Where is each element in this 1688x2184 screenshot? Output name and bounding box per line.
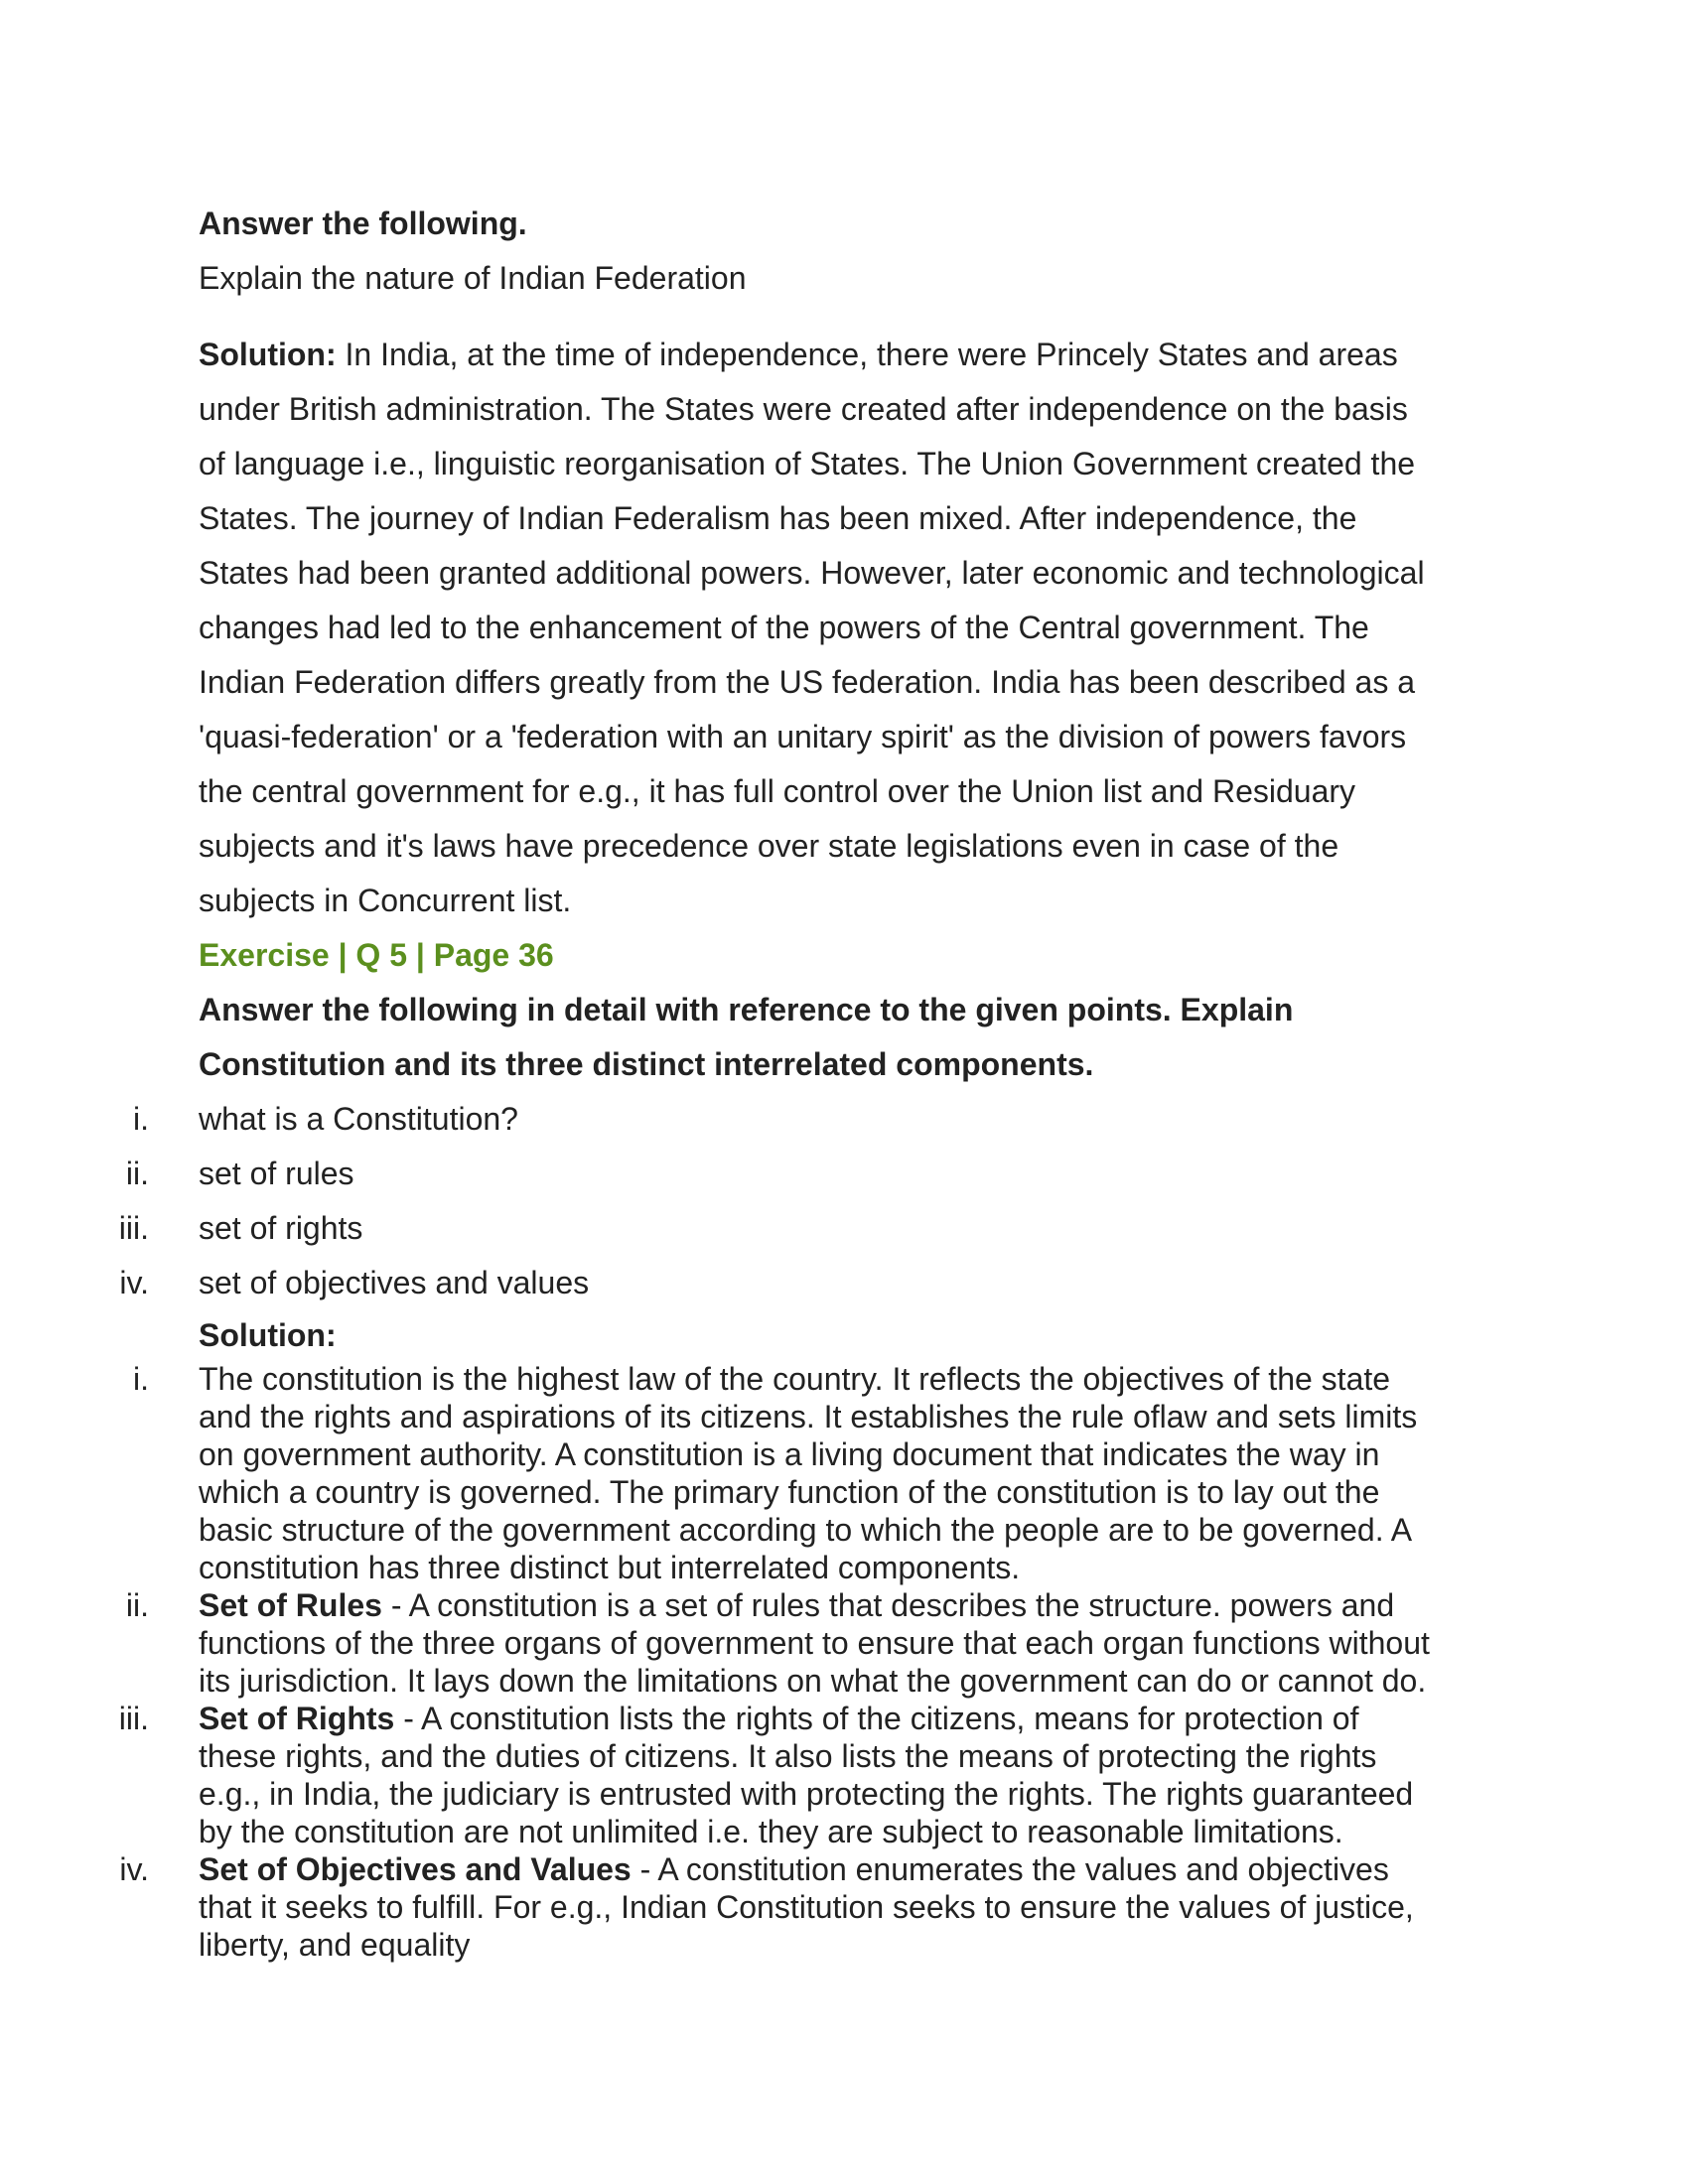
list-item: iv. set of objectives and values [119, 1265, 590, 1300]
answer-item: iii. Set of Rights - A constitution lists the rights of the citizens, means for protection of these rights, and the duties of citizens. It also lists the means of protecting the rights e.g., in India, the judiciary is entrusted with protecting the rights. The rights guaranteed by the constitution are not unlimited i.e. they are subject to reasonable limitations. [118, 1701, 1414, 1849]
solution-label: Solution: [199, 337, 337, 372]
solution-paragraph: Solution: In India, at the time of independence, there were Princely States and areas under British administration. The States were created after independence on the basis of language i.e., linguistic reorganisation of States. The Union Government created the States. The journey of Indian Federalism has been mixed. After independence, the States had been granted additional powers. However, later economic and technological changes had led to the enhancement of the powers of the Central government. The Indian Federation differs greatly from the US federation. India has been described as a 'quasi-federation' or a 'federation with an unitary spirit' as the division of powers favors the central government for e.g., it has full control over the Union list and Residuary subjects and it's laws have precedence over state legislations even in case of the subjects in Concurrent list. [199, 337, 1425, 918]
answer-item: iv. Set of Objectives and Values - A constitution enumerates the values and objectives that it seeks to fulfill. For e.g., Indian Constitution seeks to ensure the values of justice, liberty, and equality [119, 1851, 1414, 1963]
answer-title: Set of Objectives and Values [199, 1851, 632, 1887]
section-heading: Answer the following. [199, 205, 527, 241]
page-content [118, 197, 1489, 1964]
question-line: Constitution and its three distinct interrelated components. [199, 1046, 1094, 1082]
question-line: Answer the following in detail with reference to the given points. Explain [199, 992, 1294, 1027]
answer-item: ii. Set of Rules - A constitution is a set of rules that describes the structure. powers and functions of the three organs of government to ensure that each organ functions without its jurisdiction. It lays down the limitations on what the government can do or cannot do. [125, 1587, 1430, 1699]
list-item: iii. set of rights [118, 1210, 363, 1246]
exercise-reference: Exercise | Q 5 | Page 36 [199, 937, 554, 973]
question-text: Explain the nature of Indian Federation [199, 260, 747, 296]
answer-item: i. The constitution is the highest law of the country. It reflects the objectives of the state and the rights and aspirations of its citizens. It establishes the rule oflaw and sets limits on government authority. A constitution is a living document that indicates the way in which a country is governed. The primary function of the constitution is to lay out the basic structure of the government according to which the people are to be governed. A constitution has three distinct but interrelated components. [133, 1361, 1418, 1585]
answer-title: Set of Rights [199, 1701, 395, 1736]
list-item: i. what is a Constitution? [133, 1101, 518, 1137]
list-item: ii. set of rules [125, 1156, 354, 1191]
solution-label: Solution: [199, 1317, 337, 1353]
answer-title: Set of Rules [199, 1587, 382, 1623]
